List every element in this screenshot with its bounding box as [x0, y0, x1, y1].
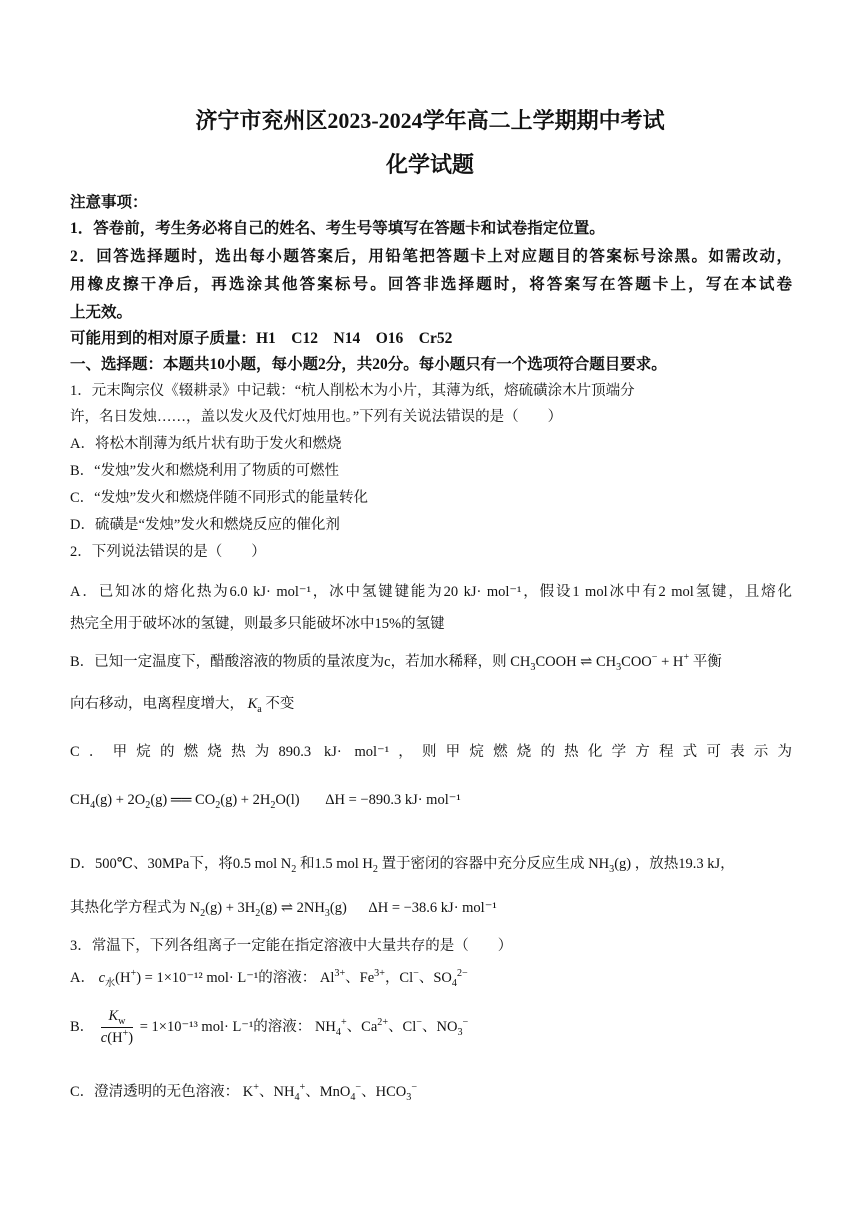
- q3-option-a-condition: = 1×10⁻¹² mol· L⁻¹的溶液：: [144, 970, 317, 986]
- acetic-acid-ionization-equation: $CH_3COOH$ ⇌ $CH_3COO^- + H^+$: [510, 652, 690, 673]
- q2-option-d-text-mid2: 置于密闭的容器中充分反应生成: [381, 856, 585, 872]
- q2-option-b-text-end: 不变: [265, 696, 295, 712]
- q2-option-b-text-line-2: 向右移动，电离程度增大，: [70, 696, 244, 712]
- q3-option-b-ions: $NH_4^+$、$Ca^{2+}$、Cl−、$NO_3^-$: [314, 1017, 469, 1038]
- q2-option-d-line-2: [70, 896, 497, 917]
- ammonia-enthalpy: ΔH = −38.6 kJ· mol⁻¹: [368, 900, 497, 916]
- q3-option-b-condition: = 1×10⁻¹³ mol· L⁻¹的溶液：: [139, 1018, 312, 1035]
- q3-option-b-prefix: B．: [70, 1018, 95, 1035]
- q2-option-a-line-1: A．已知冰的熔化热为6.0 kJ· mol⁻¹，冰中氢键键能为20 kJ· mol⁻¹，假设1 mol冰中有2 mol氢键，且熔化: [70, 584, 792, 600]
- q2-option-a-line-2: 热完全用于破坏冰的氢键，则最多只能破坏冰中15%的氢键: [70, 616, 445, 632]
- exam-title: 济宁市兖州区2023-2024学年高二上学期期中考试: [195, 108, 665, 133]
- q2-option-d-text-post: ，放热19.3 kJ，: [634, 856, 735, 872]
- q2-option-b-text-post: 平衡: [692, 654, 722, 670]
- notice-item-2-line-2: 用橡皮擦干净后，再选涂其他答案标号。回答非选择题时，将答案写在答题卡上，写在本试卷: [70, 276, 792, 293]
- q2-option-c-line-1: C．甲烷的燃烧热为890.3 kJ· mol⁻¹，则甲烷燃烧的热化学方程式可表示为: [70, 744, 792, 760]
- q2-option-b-line-1: [70, 650, 722, 671]
- notice-item-2-line-3: 上无效。: [70, 304, 133, 321]
- q2-option-c-equation-line: [70, 792, 461, 809]
- notice-item-2-line-1: 2．回答选择题时，选出每小题答案后，用铅笔把答题卡上对应题目的答案标号涂黑。如需改动，: [70, 248, 792, 265]
- q2-option-b-text-pre: B．已知一定温度下，醋酸溶液的物质的量浓度为c，若加水稀释，则: [70, 654, 507, 670]
- q3-option-c: [70, 1080, 417, 1101]
- q3-option-a-prefix: A．: [70, 970, 95, 986]
- q2-option-d-text-mid1: 和1.5 mol: [299, 856, 359, 872]
- q3-option-c-ions: K+、$NH_4^+$、MnO$_4$−、$HCO_3^-$: [242, 1082, 418, 1103]
- q3-option-c-prefix: C．澄清透明的无色溶液：: [70, 1084, 240, 1100]
- q1-option-d: D．硫磺是“发烛”发火和燃烧反应的催化剂: [70, 517, 340, 533]
- q3-option-a: [70, 966, 468, 987]
- kw-over-c-h-fraction: $\frac{K_w}{c(H^+)}$: [100, 1008, 134, 1046]
- q3-option-a-ions: $Al^{3+}$、$Fe^{3+}$，Cl−、$SO_4^{2-}$: [319, 968, 468, 989]
- q1-stem-line-2: 许，名日发烛……，盖以发火及代灯烛用也。”下列有关说法错误的是（ ）: [70, 409, 563, 425]
- q1-option-a: A．将松木削薄为纸片状有助于发火和燃烧: [70, 436, 342, 452]
- section-1-heading: 一、选择题：本题共10小题，每小题2分，共20分。每小题只有一个选项符合题目要求。: [70, 356, 667, 373]
- q3-stem: 3．常温下，下列各组离子一定能在指定溶液中大量共存的是（ ）: [70, 938, 513, 954]
- q1-option-c: C．“发烛”发火和燃烧伴随不同形式的能量转化: [70, 490, 369, 506]
- q2-stem: 2．下列说法错误的是（ ）: [70, 544, 266, 560]
- ka-symbol: $K_a$: [247, 696, 262, 715]
- ammonia-synthesis-equation: $N_2(g) + 3H_2(g)$ ⇌ $2NH_3(g)$: [189, 900, 347, 919]
- h2-formula: $H_2$: [362, 856, 378, 875]
- notice-heading: 注意事项：: [70, 194, 148, 211]
- q3-option-b: [70, 1008, 468, 1047]
- q2-option-d-line-1: [70, 852, 735, 873]
- nh3-formula: $NH_3(g)$: [588, 856, 632, 875]
- notice-item-1: 1．答卷前，考生务必将自己的姓名、考生号等填写在答题卡和试卷指定位置。: [70, 220, 605, 237]
- methane-enthalpy: ΔH = −890.3 kJ· mol⁻¹: [325, 792, 461, 808]
- n2-formula: $N_2$: [280, 856, 297, 875]
- q1-option-b: B．“发烛”发火和燃烧利用了物质的可燃性: [70, 463, 340, 479]
- q1-stem-line-1: 1．元末陶宗仪《辍耕录》中记载：“杭人削松木为小片，其薄为纸，熔硫磺涂木片顶端分: [70, 383, 635, 399]
- methane-combustion-equation: $CH_4(g) + 2O_2(g)$ ══ $CO_2(g) + 2H_2O(l)$: [70, 792, 300, 811]
- q2-option-d-text-line-2: 其热化学方程式为: [70, 900, 186, 916]
- atomic-masses: 可能用到的相对原子质量：H1 C12 N14 O16 Cr52: [70, 330, 453, 347]
- q2-option-d-text-pre: D．500℃、30MPa下，将0.5 mol: [70, 856, 278, 872]
- exam-subtitle: 化学试题: [385, 152, 474, 177]
- c-water-h-symbol: $c_水(H^+)$: [98, 968, 142, 989]
- q2-option-b-line-2: [70, 692, 294, 713]
